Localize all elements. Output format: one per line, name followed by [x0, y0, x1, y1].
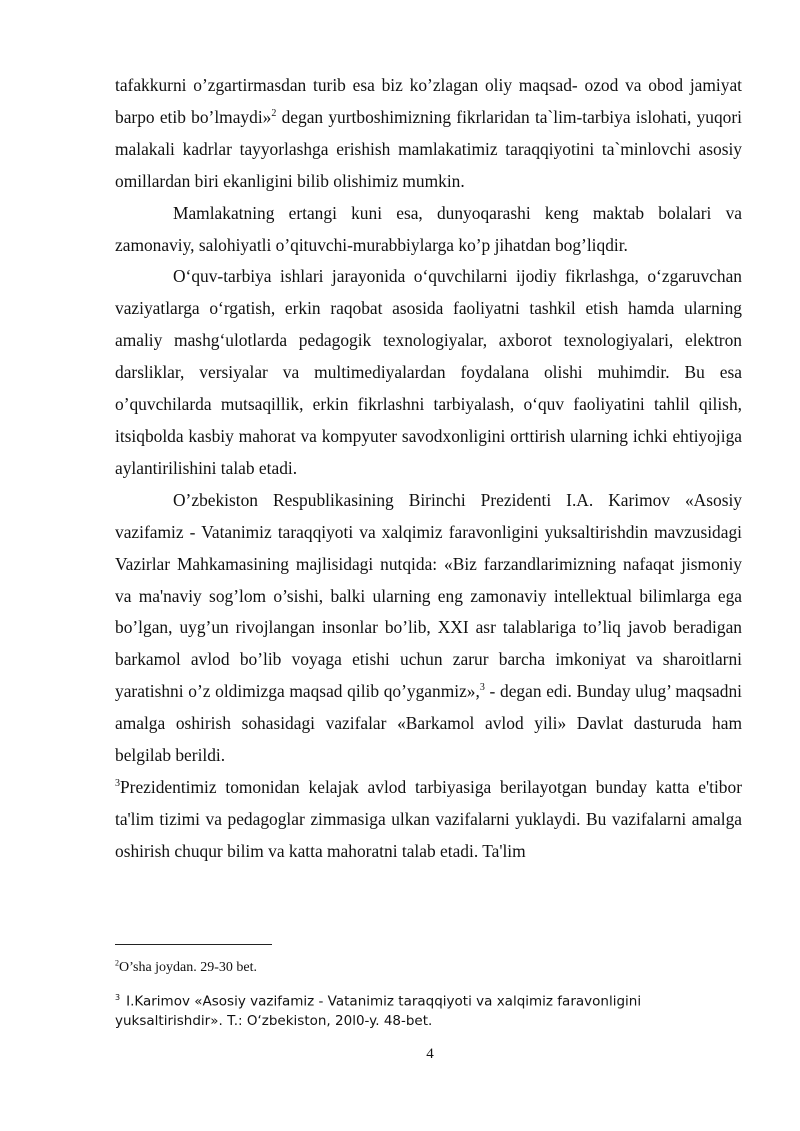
- footnote-2-mark: 2: [115, 958, 119, 968]
- footnote-2-text: O’sha joydan. 29-30 bet.: [119, 960, 258, 975]
- footnote-ref-2: 2: [271, 108, 277, 120]
- paragraph-1: [115, 70, 742, 198]
- footnote-3-text: I.Karimov «Asosiy vazifamiz - Vatanimiz taraqqiyoti va xalqimiz faravonligini yuksaltirishdir». T.: O‘zbekiston, 20l0-y. 48-bet.: [115, 993, 642, 1029]
- footnote-separator: [115, 944, 272, 945]
- paragraph-2: Mamlakatning ertangi kuni esa, dunyoqarashi keng maktab bolalari va zamonaviy, salohiyatli o’qituvchi-murabbiylarga ko’p jihatdan bog’liqdir.: [115, 202, 742, 255]
- paragraph-4-tail: - degan edi. Bunday ulug’ maqsadni amalga oshirish sohasidagi vazifalar «Barkamol avlod yili» Davlat dasturuda ham belgilab berildi.: [115, 681, 742, 766]
- footnote-3-mark: 3: [115, 993, 121, 1002]
- body-text: [115, 70, 742, 868]
- paragraph-4: [115, 485, 742, 772]
- page-number: 4: [426, 1046, 434, 1062]
- footnote-2: [115, 959, 257, 977]
- paragraph-5-ref: 3: [115, 778, 120, 790]
- footnote-ref-3: 3: [479, 682, 485, 694]
- paragraph-5: [115, 772, 742, 868]
- paragraph-1-text: tafakkurni o’zgartirmasdan turib esa biz ko’zlagan oliy maqsad- ozod va obod jamiyat barpo etib bo’lmaydi»: [115, 75, 742, 127]
- paragraph-4-text: O’zbekiston Respublikasining Birinchi Prezidenti I.A. Karimov «Asosiy vazifamiz - Vatanimiz taraqqiyoti va xalqimiz faravonligini yuksaltirishdin mavzusidagi Vazirlar Mahkamasining majlisidagi nutqida: «Biz farzandlarimizning nafaqat jismoniy va ma'naviy sog’lom o’sishi, balki ularning eng zamonaviy intellektual bilimlarga ega bo’lgan, uyg’un rivojlangan insonlar bo’lib, XXI asr talablariga to’liq javob beradigan barkamol avlod bo’lib voyaga etishi uchun zarur barcha imkoniyat va sharoitlarni yaratishni o’z oldimizga maqsad qilib qo’yganmiz»,: [115, 489, 742, 702]
- paragraph-5-text: Prezidentimiz tomonidan kelajak avlod tarbiyasiga berilayotgan bunday katta e'tibor ta'lim tizimi va pedagoglar zimmasiga ulkan vazifalarni yuklaydi. Bu vazifalarni amalga oshirish chuqur bilim va katta mahoratni talab etadi. Ta'lim: [115, 776, 742, 861]
- footnote-3: [115, 988, 735, 1031]
- paragraph-1-tail: degan yurtboshimizning fikrlaridan ta`lim-tarbiya islohati, yuqori malakali kadrlar tayyorlashga erishish mamlakatimiz taraqqiyotini ta`minlovchi asosiy omillardan biri ekanligini bilib olishimiz mumkin.: [115, 106, 742, 191]
- paragraph-3: O‘quv-tarbiya ishlari jarayonida o‘quvchilarni ijodiy fikrlashga, o‘zgaruvchan vaziyatlarga o‘rgatish, erkin raqobat asosida faoliyatni tashkil etish hamda ularning amaliy mashg‘ulotlarda pedagogik texnologiyalar, axborot texnologiyalari, elektron darsliklar, versiyalar va multimediyalardan foydalana olishi muhimdir. Bu esa o’quvchilarda mutsaqillik, erkin fikrlashni tarbiyalash, o‘quv faoliyatini tahlil qilish, itsiqbolda kasbiy mahorat va kompyuter savodxonligini orttirish ularning ichki ehtiyojiga aylantirilishini talab etadi.: [115, 266, 742, 478]
